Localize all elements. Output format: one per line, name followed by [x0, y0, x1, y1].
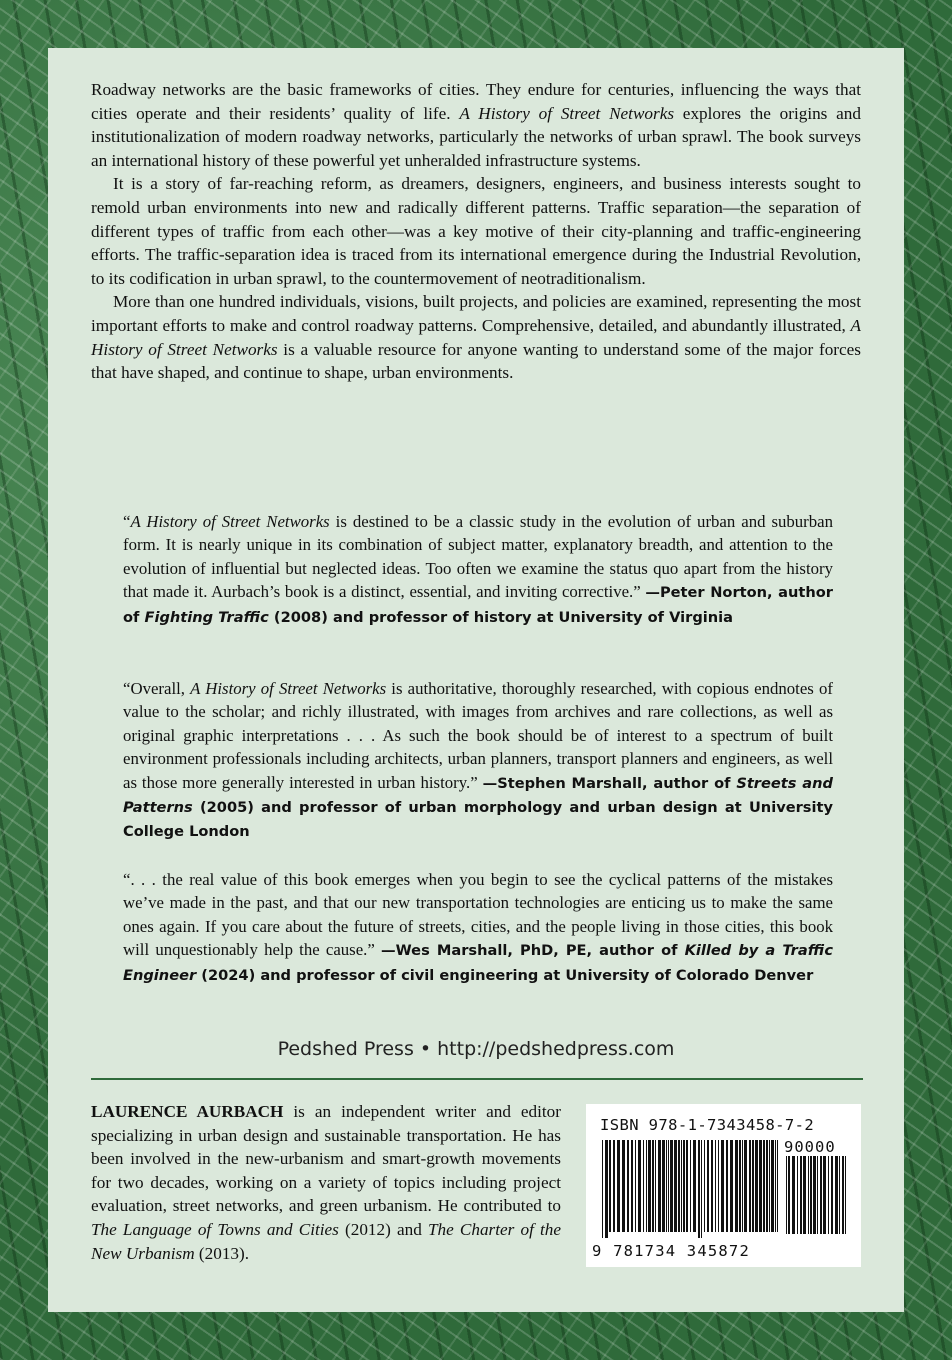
barcode-bar	[622, 1140, 625, 1232]
barcode-bar	[786, 1156, 787, 1234]
barcode-bar	[828, 1156, 829, 1234]
barcode-bar	[800, 1156, 802, 1234]
barcode-bar	[627, 1140, 629, 1232]
ean-digits: 9 781734 345872	[592, 1242, 750, 1260]
barcode-bar	[730, 1140, 733, 1232]
divider	[91, 1078, 863, 1080]
barcode-bar	[831, 1156, 833, 1234]
author-bio: LAURENCE AURBACH is an independent writer and editor specializing in urban design and sustainable transportation. He has been involved in the new-urbanism and smart-growth movements for two decades, working on a variety of topics including project evaluation, street networks, and green urbanism. He contributed to The Language of Towns and Cities (2012) and The Charter of the New Urbanism (2013).	[91, 1102, 562, 1263]
addon-barcode-bars	[784, 1156, 846, 1240]
barcode-bar	[646, 1140, 647, 1232]
barcode-bar	[670, 1140, 673, 1232]
barcode-bar	[648, 1140, 651, 1232]
barcode-bar	[602, 1140, 603, 1238]
barcode-bar	[792, 1156, 795, 1234]
barcode-bar	[744, 1140, 747, 1232]
barcode-bar	[701, 1140, 702, 1238]
barcode-bar	[739, 1140, 741, 1232]
barcode-bar	[817, 1156, 818, 1234]
barcode-bar	[777, 1140, 778, 1232]
description-paragraph-3: More than one hundred individuals, visions, built projects, and policies are examined, representing the most important efforts to make and control roadway patterns. Comprehensive, detailed, and abundantly illustrated, A History of Street Networks is a valuable resource for anyone wanting to understand some of the major forces that have shaped, and continue to shape, urban environments.	[91, 292, 861, 383]
quote-attribution: —Peter Norton, author of Fighting Traffic (2008) and professor of history at University of Virginia	[123, 584, 833, 626]
barcode-bar	[652, 1140, 654, 1232]
barcode-bar	[668, 1140, 669, 1232]
barcode-bar	[683, 1140, 685, 1232]
description-paragraph-1: Roadway networks are the basic frameworks of cities. They endure for centuries, influencing the ways that cities operate and their residents’ quality of life. A History of Street Networks explores the origins and institutionalization of modern roadway networks, particularly the networks of urban sprawl. The book surveys an international history of these powerful yet unheralded infrastructure systems.	[91, 80, 861, 170]
barcode-bar	[721, 1140, 724, 1232]
price-code: 90000	[784, 1138, 836, 1156]
quote-attribution: —Stephen Marshall, author of Streets and Patterns (2005) and professor of urban morphology and urban design at University College London	[123, 774, 833, 841]
isbn-label: ISBN 978-1-7343458-7-2	[600, 1116, 815, 1134]
barcode-bar	[666, 1140, 667, 1232]
barcode-bar	[707, 1140, 709, 1232]
barcode-bar	[835, 1156, 838, 1234]
barcode-bar	[839, 1156, 840, 1234]
barcode-bar	[803, 1156, 806, 1234]
barcode-bar	[678, 1140, 680, 1232]
barcode-bar	[752, 1140, 754, 1232]
barcode-bar	[662, 1140, 665, 1232]
barcode-bar	[609, 1140, 611, 1232]
author-name: LAURENCE AURBACH	[91, 1102, 284, 1121]
barcode-bar	[711, 1140, 713, 1232]
barcode-bar	[755, 1140, 758, 1232]
barcode-bar	[810, 1156, 812, 1234]
barcode-bar	[613, 1140, 615, 1232]
book-description	[91, 78, 861, 385]
barcode-bar	[823, 1156, 826, 1234]
barcode-bar	[797, 1156, 798, 1234]
barcode-bar	[643, 1140, 644, 1232]
quote-attribution: —Wes Marshall, PhD, PE, author of Killed by a Traffic Engineer (2024) and professor of civil engineering at University of Colorado Denver	[123, 942, 833, 984]
barcode-bar	[813, 1156, 816, 1234]
barcode-bar	[631, 1140, 633, 1232]
barcode-bar	[763, 1140, 765, 1232]
barcode-bar	[635, 1140, 636, 1232]
endorsement-quote-wes-marshall: “. . . the real value of this book emerges when you begin to see the cyclical patterns of the mistakes we’ve made in the past, and that our new transportation technologies are enticing us to make the same ones again. If you care about the future of streets, cities, and the people living in those cities, this book will unquestionably help the cause.” —Wes Marshall, PhD, PE, author of Killed by a Traffic Engineer (2024) and professor of civil engineering at University of Colorado Denver	[123, 870, 833, 984]
barcode-bar	[775, 1140, 776, 1232]
barcode-bar	[638, 1140, 641, 1232]
barcode-bar	[842, 1156, 844, 1234]
description-paragraph-2: It is a story of far-reaching reform, as dreamers, designers, engineers, and business interests sought to remold urban environments into new and radically different patterns. Traffic separation—the separation of different types of traffic from each other—was a key motive of their city-planning and traffic-engineering efforts. The traffic-separation idea is traced from its international emergence during the Industrial Revolution, to its codification in urban sprawl, to the countermovement of neotraditionalism.	[91, 174, 861, 288]
barcode-bar	[742, 1140, 743, 1232]
barcode-bar	[820, 1156, 822, 1234]
barcode-bar	[718, 1140, 719, 1232]
barcode-bar	[735, 1140, 738, 1232]
barcode-bar	[726, 1140, 728, 1232]
barcode-bar	[769, 1140, 770, 1232]
barcode-bar	[690, 1140, 691, 1232]
barcode-bar	[788, 1156, 790, 1234]
barcode-bar	[617, 1140, 620, 1232]
barcode-bar	[766, 1140, 768, 1232]
endorsement-quote-stephen-marshall: “Overall, A History of Street Networks is authoritative, thoroughly researched, with copious endnotes of value to the scholar; and richly illustrated, with images from archives and rare collections, as well as original graphic interpretations . . . As such the book should be of interest to a spectrum of built environment professionals including architects, urban planners, transport planners and engineers, as well as those more generally interested in urban history.” —Stephen Marshall, author of Streets and Patterns (2005) and professor of urban morphology and urban design at University College London	[123, 679, 833, 841]
barcode-bar	[658, 1140, 661, 1232]
ean-barcode-bars	[600, 1140, 780, 1240]
isbn-barcode	[586, 1104, 861, 1267]
barcode-bar	[693, 1140, 696, 1232]
barcode-bar	[715, 1140, 716, 1232]
barcode-bar	[771, 1140, 774, 1232]
barcode-bar	[686, 1140, 688, 1232]
back-cover-panel	[48, 48, 904, 1312]
barcode-bar	[681, 1140, 682, 1232]
barcode-bar	[698, 1140, 700, 1238]
barcode-bar	[655, 1140, 656, 1232]
publisher-line: Pedshed Press • http://pedshedpress.com	[277, 1038, 675, 1060]
barcode-bar	[704, 1140, 705, 1232]
endorsement-quote-norton: “A History of Street Networks is destined to be a classic study in the evolution of urban and suburban form. It is nearly unique in its combination of subject matter, explanatory breadth, and attention to the evolution of influential but neglected ideas. Too often we examine the status quo apart from the history that made it. Aurbach’s book is a distinct, essential, and inviting corrective.” —Peter Norton, author of Fighting Traffic (2008) and professor of history at University of Virginia	[123, 512, 833, 626]
barcode-bar	[749, 1140, 751, 1232]
barcode-bar	[605, 1140, 608, 1238]
barcode-bar	[674, 1140, 677, 1232]
barcode-bar	[845, 1156, 846, 1234]
barcode-bar	[808, 1156, 809, 1234]
barcode-bar	[759, 1140, 762, 1232]
